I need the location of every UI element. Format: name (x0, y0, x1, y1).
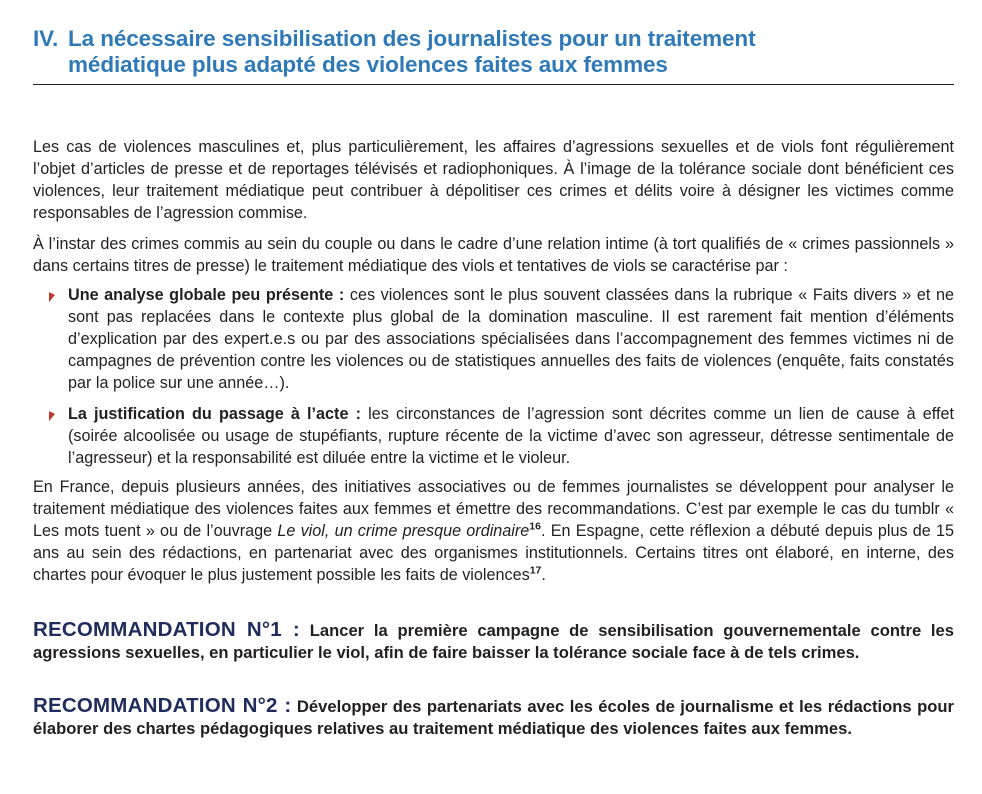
bullet-arrow-icon (49, 290, 55, 302)
list-item (33, 284, 954, 394)
section-title-line-1: La nécessaire sensibilisation des journalistes pour un traitement (68, 26, 756, 51)
list-item-lead: Une analyse globale peu présente : (68, 286, 345, 304)
heading-divider (33, 84, 954, 85)
list-item (33, 403, 954, 469)
recommendation-1 (33, 619, 954, 664)
footnote-ref-17[interactable]: 17 (529, 564, 542, 577)
paragraph-intro: Les cas de violences masculines et, plus particulièrement, les affaires d’agressions sexuelles et de viols font régulièrement l’objet d’articles de presse et de reportages télévisés et radiophoniques. À l’image de la tolérance sociale dont bénéficient ces violences, leur traitement médiatique peut contribuer à dépolitiser ces crimes et délits voire à désigner les victimes comme responsables de l’agression commise. (33, 138, 954, 222)
bullet-list (33, 284, 954, 469)
book-title: Le viol, un crime presque ordinaire (277, 522, 530, 540)
list-item-lead: La justification du passage à l’acte : (68, 405, 361, 423)
bullet-arrow-icon (49, 409, 55, 421)
list-item-text: ces violences sont le plus souvent classées dans la rubrique « Faits divers » et ne sont pas replacées dans le contexte plus global de la domination masculine. Il est rarement fait mention d’éléments d’explication par des expert.e.s ou par des associations spécialisées dans l’accompagnement des femmes victimes ni de campagnes de prévention contre les violences ou de statistiques annuelles des faits de violences (enquête, faits constatés par la police sur une année…). (68, 286, 955, 392)
recommendation-text: Lancer la première campagne de sensibilisation gouvernementale contre les agressions sexuelles, en particulier le viol, afin de faire baisser la tolérance sociale face à de tels crimes. (33, 621, 954, 662)
paragraph-characteristics: À l’instar des crimes commis au sein du couple ou dans le cadre d’une relation intime (à tort qualifiés de « crimes passionnels » dans certains titres de presse) le traitement médiatique des viols et tentatives de viols se caractérise par : (33, 235, 954, 275)
recommendation-label: RECOMMANDATION N°2 : (33, 694, 292, 717)
section-title-line-2: médiatique plus adapté des violences faites aux femmes (68, 52, 668, 77)
paragraph-text: . En Espagne, cette réflexion a débuté depuis plus de 15 ans au sein des rédactions, en partenariat avec des organismes institutionnels. Certains titres ont élaboré, en interne, des chartes pour évoquer le plus justement possible les faits de violences (33, 522, 955, 584)
recommendation-text: Développer des partenariats avec les écoles de journalisme et les rédactions pour élaborer des chartes pédagogiques relatives au traitement médiatique des violences faites aux femmes. (33, 697, 954, 738)
document-page (33, 26, 954, 740)
section-heading (33, 26, 954, 78)
list-item-text: les circonstances de l’agression sont décrites comme un lien de cause à effet (soirée alcoolisée ou usage de stupéfiants, rupture récente de la victime d’avec son agresseur, détresse sentimentale de l’agresseur) et la responsabilité est diluée entre la victime et le violeur. (68, 405, 954, 467)
paragraph-initiatives (33, 476, 954, 586)
recommendation-2 (33, 695, 954, 740)
recommendation-label: RECOMMANDATION N°1 : (33, 618, 300, 641)
section-number: IV. (33, 26, 59, 51)
paragraph-text: . (541, 566, 546, 584)
footnote-ref-16[interactable]: 16 (529, 520, 541, 533)
paragraph-text: En France, depuis plusieurs années, des initiatives associatives ou de femmes journalistes se développent pour analyser le traitement médiatique des violences faites aux femmes et émettre des recommandations. C’est par exemple le cas du tumblr « Les mots tuent » ou de l’ouvrage (33, 478, 954, 540)
